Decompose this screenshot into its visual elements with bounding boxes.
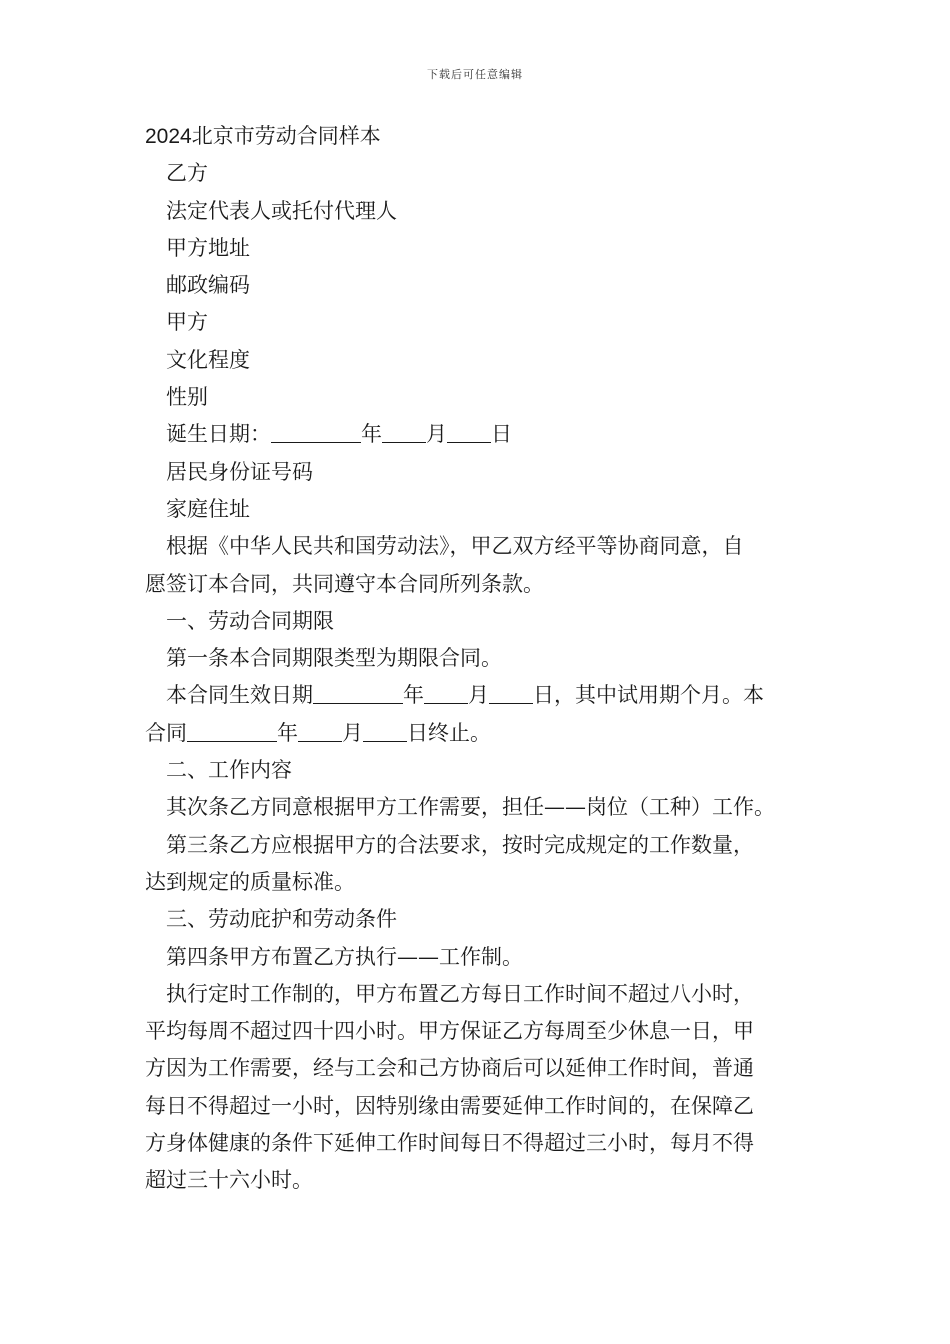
end-day-blank[interactable] (363, 719, 407, 742)
end-month-blank[interactable] (298, 719, 342, 742)
section1-heading: 一、劳动合同期限 (166, 608, 334, 633)
end-date-line (145, 715, 810, 752)
effective-year-label: 年 (403, 683, 424, 708)
field-gender: 性别 (166, 385, 208, 410)
field-party-a-address: 甲方地址 (166, 235, 250, 260)
birth-month-blank[interactable] (382, 420, 426, 443)
end-suffix: 日终止。 (407, 720, 491, 745)
intro-line-2: 愿签订本合同，共同遵守本合同所列条款。 (145, 571, 544, 596)
effective-date-line (145, 677, 810, 714)
work-hours-line-6: 超过三十六小时。 (145, 1168, 313, 1193)
birth-year-blank[interactable] (271, 420, 361, 443)
section3-heading: 三、劳动庇护和劳动条件 (166, 907, 397, 932)
article3-line-2: 达到规定的质量标准。 (145, 869, 355, 894)
document-title: 2024北京市劳动合同样本 (145, 125, 381, 148)
end-year-label: 年 (277, 720, 298, 745)
article1: 第一条本合同期限类型为期限合同。 (166, 646, 502, 671)
intro-line-1: 根据《中华人民共和国劳动法》，甲乙双方经平等协商同意，自 (166, 534, 744, 559)
field-education: 文化程度 (166, 347, 250, 372)
effective-month-blank[interactable] (424, 681, 468, 704)
effective-year-blank[interactable] (313, 681, 403, 704)
end-prefix: 合同 (145, 720, 187, 745)
work-hours-line-1: 执行定时工作制的，甲方布置乙方每日工作时间不超过八小时， (166, 981, 754, 1006)
field-home-address: 家庭住址 (166, 496, 250, 521)
article4: 第四条甲方布置乙方执行——工作制。 (166, 944, 523, 969)
birth-label: 诞生日期： (166, 422, 271, 447)
work-hours-line-3: 方因为工作需要，经与工会和己方协商后可以延伸工作时间，普通 (145, 1056, 754, 1081)
field-birth-date (145, 416, 810, 453)
effective-day-blank[interactable] (489, 681, 533, 704)
field-party-b: 乙方 (166, 161, 208, 186)
effective-month-label: 月 (468, 683, 489, 708)
article3-line-1: 第三条乙方应根据甲方的合法要求，按时完成规定的工作数量， (166, 832, 754, 857)
field-id-number: 居民身份证号码 (166, 459, 313, 484)
birth-day-blank[interactable] (447, 420, 491, 443)
work-hours-line-4: 每日不得超过一小时，因特别缘由需要延伸工作时间的，在保障乙 (145, 1093, 754, 1118)
work-hours-line-5: 方身体健康的条件下延伸工作时间每日不得超过三小时，每月不得 (145, 1131, 754, 1156)
field-postal-code: 邮政编码 (166, 273, 250, 298)
birth-month-label: 月 (426, 422, 447, 447)
trial-suffix: 日，其中试用期个月。本 (533, 683, 764, 708)
article2: 其次条乙方同意根据甲方工作需要，担任——岗位（工种）工作。 (166, 795, 775, 820)
field-party-a: 甲方 (166, 310, 208, 335)
end-month-label: 月 (342, 720, 363, 745)
document-body (145, 118, 810, 1200)
end-year-blank[interactable] (187, 719, 277, 742)
header-note: 下载后可任意编辑 (427, 68, 523, 81)
effective-prefix: 本合同生效日期 (166, 683, 313, 708)
birth-year-label: 年 (361, 422, 382, 447)
section2-heading: 二、工作内容 (166, 758, 292, 783)
field-legal-rep: 法定代表人或托付代理人 (166, 198, 397, 223)
birth-day-label: 日 (491, 422, 512, 447)
work-hours-line-2: 平均每周不超过四十四小时。甲方保证乙方每周至少休息一日，甲 (145, 1019, 754, 1044)
